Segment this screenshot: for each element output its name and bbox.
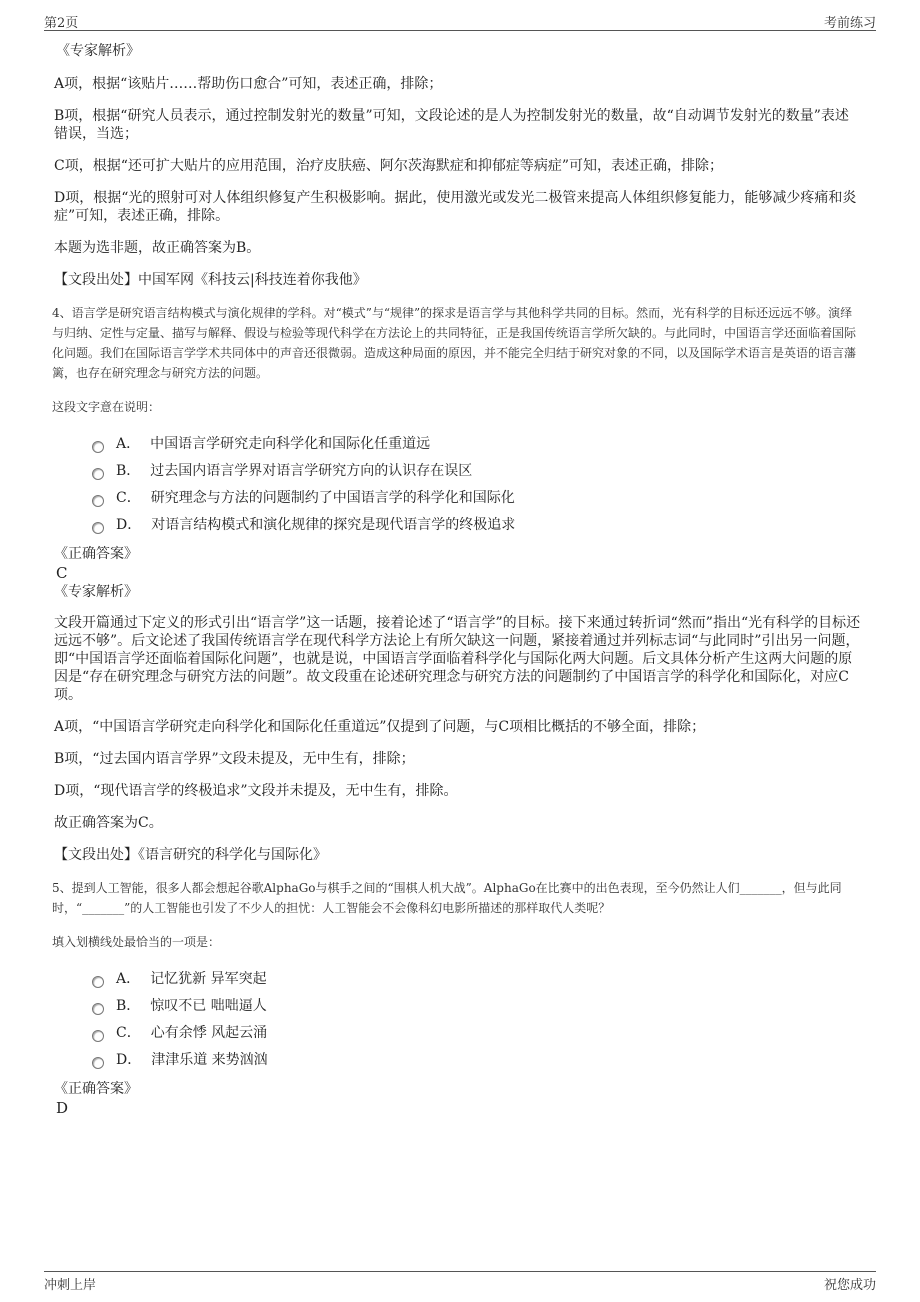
- radio-icon[interactable]: [92, 976, 104, 988]
- analysis-paragraph: C项，根据“还可扩大贴片的应用范围，治疗皮肤癌、阿尔茨海默症和抑郁症等病症”可知，表述正确，排除；: [54, 158, 724, 174]
- option-list: [92, 966, 862, 1074]
- source-citation: 【文段出处】中国军网《科技云|科技连着你我他》: [54, 272, 367, 288]
- analysis-conclusion: 故正确答案为C。: [54, 815, 163, 831]
- analysis-paragraph: D项，根据“光的照射可对人体组织修复产生积极影响。据此，使用激光或发光二极管来提高人体组织修复能力，能够减少疼痛和炎症”可知，表述正确，排除。: [54, 190, 857, 224]
- analysis-conclusion: 本题为选非题，故正确答案为B。: [54, 240, 261, 256]
- expert-analysis-label: 《专家解析》: [56, 43, 140, 59]
- radio-icon[interactable]: [92, 495, 104, 507]
- radio-icon[interactable]: [92, 522, 104, 534]
- correct-answer: D: [56, 1099, 69, 1117]
- page-footer: [44, 1271, 876, 1294]
- option-d[interactable]: D． 津津乐道 来势汹汹: [92, 1047, 862, 1074]
- option-a[interactable]: A． 中国语言学研究走向科学化和国际化任重道远: [92, 431, 862, 458]
- expert-analysis-label: 《专家解析》: [54, 584, 138, 600]
- analysis-paragraph: 文段开篇通过下定义的形式引出“语言学”这一话题，接着论述了“语言学”的目标。接下来通过转折词“然而”指出“光有科学的目标还远远不够”。后文论述了我国传统语言学在现代科学方法论上有所欠缺这一问题，紧接着通过并列标志词“与此同时”引出另一问题，即“中国语言学还面临着国际化问题”，也就是说，中国语言学面临着科学化与国际化两大问题。后文具体分析产生这两大问题的原因是“存在研究理念与研究方法的问题”。故文段重在论述研究理念与研究方法的问题制约了中国语言学的科学化和国际化，对应C项。: [54, 615, 861, 703]
- option-list: [92, 431, 862, 539]
- radio-icon[interactable]: [92, 1057, 104, 1069]
- radio-icon[interactable]: [92, 1030, 104, 1042]
- option-d[interactable]: D． 对语言结构模式和演化规律的探究是现代语言学的终极追求: [92, 512, 862, 539]
- question-stem: 4、语言学是研究语言结构模式与演化规律的学科。对“模式”与“规律”的探求是语言学与其他科学共同的目标。然而，光有科学的目标还远远不够。演绎与归纳、定性与定量、描写与解释、假设与检验等现代科学在方法论上的共同特征，正是我国传统语言学所欠缺的。与此同时，中国语言学还面临着国际化问题。我们在国际语言学学术共同体中的声音还很微弱。造成这种局面的原因，并不能完全归结于研究对象的不同，以及国际学术语言是英语的语言藩篱，也存在研究理念与研究方法的问题。: [52, 306, 857, 380]
- page-header: [44, 8, 876, 31]
- option-b[interactable]: B． 过去国内语言学界对语言学研究方向的认识存在误区: [92, 458, 862, 485]
- correct-answer-label: 《正确答案》: [54, 1081, 138, 1097]
- analysis-paragraph: B项，根据“研究人员表示，通过控制发射光的数量”可知，文段论述的是人为控制发射光的数量，故“自动调节发射光的数量”表述错误，当选；: [54, 108, 849, 142]
- analysis-paragraph: A项，根据“该贴片……帮助伤口愈合”可知，表述正确，排除；: [54, 76, 443, 92]
- question-prompt: 填入划横线处最恰当的一项是：: [52, 935, 221, 949]
- radio-icon[interactable]: [92, 441, 104, 453]
- analysis-paragraph: D项，“现代语言学的终极追求”文段并未提及，无中生有，排除。: [54, 783, 458, 799]
- page-content: [54, 42, 862, 1118]
- footer-left-text: 冲刺上岸: [44, 1278, 97, 1293]
- radio-icon[interactable]: [92, 468, 104, 480]
- analysis-paragraph: B项，“过去国内语言学界”文段未提及，无中生有，排除；: [54, 751, 415, 767]
- option-b[interactable]: B． 惊叹不已 咄咄逼人: [92, 993, 862, 1020]
- question-stem: 5、提到人工智能，很多人都会想起谷歌AlphaGo与棋手之间的“围棋人机大战”。AlphaGo在比赛中的出色表现，至今仍然让人们_______，但与此同时，“_______”的人工智能也引发了不少人的担忧：人工智能会不会像科幻电影所描述的那样取代人类呢？: [52, 881, 842, 915]
- page-number: 第2页: [44, 16, 79, 31]
- analysis-paragraph: A项，“中国语言学研究走向科学化和国际化任重道远”仅提到了问题，与C项相比概括的不够全面，排除；: [54, 719, 706, 735]
- option-a[interactable]: A． 记忆犹新 异军突起: [92, 966, 862, 993]
- correct-answer: C: [56, 564, 68, 582]
- correct-answer-label: 《正确答案》: [54, 546, 138, 562]
- source-citation: 【文段出处】《语言研究的科学化与国际化》: [54, 847, 327, 863]
- question-prompt: 这段文字意在说明：: [52, 400, 161, 414]
- option-c[interactable]: C． 研究理念与方法的问题制约了中国语言学的科学化和国际化: [92, 485, 862, 512]
- option-c[interactable]: C． 心有余悸 风起云涌: [92, 1020, 862, 1047]
- header-title: 考前练习: [823, 16, 876, 31]
- radio-icon[interactable]: [92, 1003, 104, 1015]
- footer-right-text: 祝您成功: [823, 1278, 876, 1293]
